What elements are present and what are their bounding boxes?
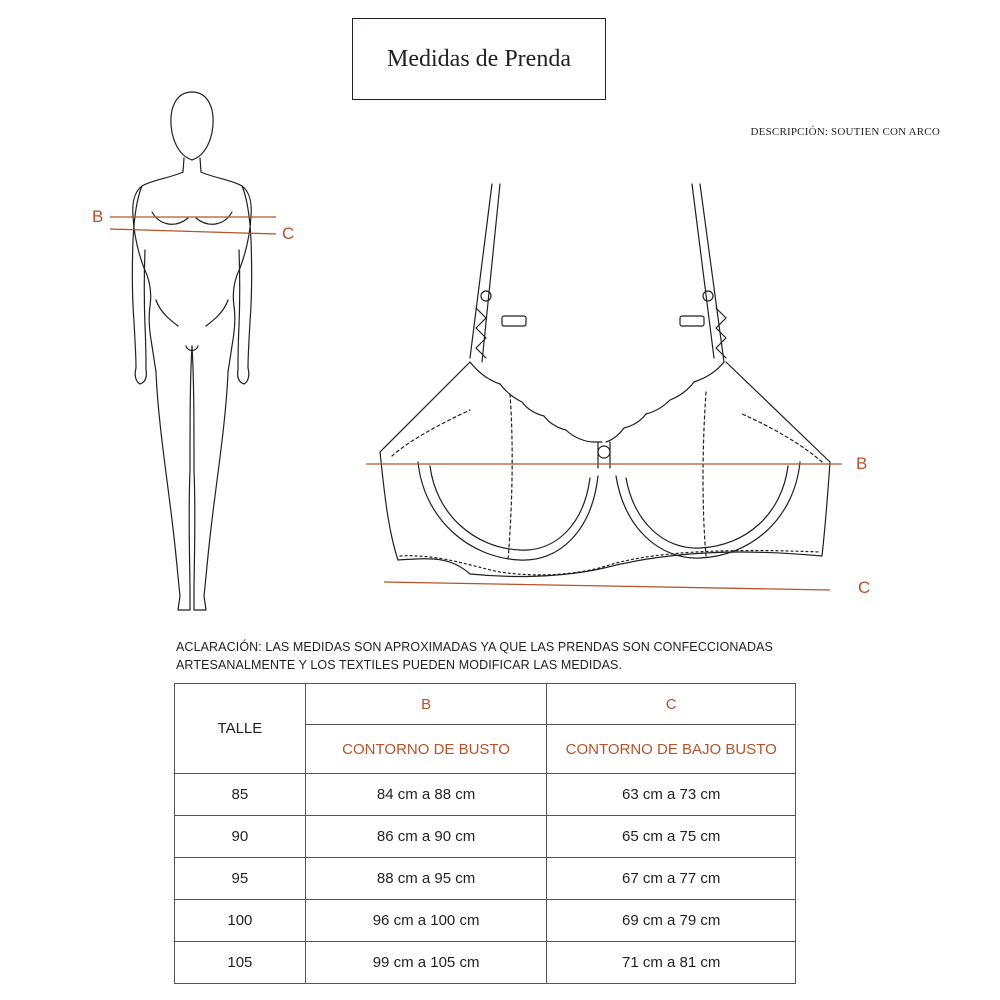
underbust-cell: 63 cm a 73 cm	[547, 774, 796, 816]
underbust-cell: 67 cm a 77 cm	[547, 858, 796, 900]
underbust-cell: 65 cm a 75 cm	[547, 816, 796, 858]
col-b-letter: B	[305, 684, 547, 725]
bust-cell: 86 cm a 90 cm	[305, 816, 547, 858]
figure-label-c: C	[282, 224, 295, 243]
table-row	[175, 858, 796, 900]
bra-drawing-icon	[380, 184, 830, 576]
table-row	[175, 900, 796, 942]
size-cell: 85	[175, 774, 306, 816]
size-header: TALLE	[175, 684, 306, 774]
underbust-cell: 69 cm a 79 cm	[547, 900, 796, 942]
table-row	[175, 942, 796, 984]
underbust-cell: 71 cm a 81 cm	[547, 942, 796, 984]
body-figure-icon	[132, 92, 251, 610]
size-table	[174, 683, 796, 984]
bra-label-c: C	[858, 578, 871, 597]
size-cell: 90	[175, 816, 306, 858]
bust-cell: 99 cm a 105 cm	[305, 942, 547, 984]
col-c-letter: C	[547, 684, 796, 725]
table-row	[175, 816, 796, 858]
bust-cell: 96 cm a 100 cm	[305, 900, 547, 942]
bra-label-b: B	[856, 454, 868, 473]
figure-label-b: B	[92, 207, 104, 226]
col-b-name: CONTORNO DE BUSTO	[305, 725, 547, 774]
bust-cell: 84 cm a 88 cm	[305, 774, 547, 816]
size-cell: 95	[175, 858, 306, 900]
bra-line-c	[384, 582, 830, 590]
col-c-name: CONTORNO DE BAJO BUSTO	[547, 725, 796, 774]
size-cell: 105	[175, 942, 306, 984]
page-title: Medidas de Prenda	[352, 18, 606, 100]
table-header-row	[175, 684, 796, 725]
bust-cell: 88 cm a 95 cm	[305, 858, 547, 900]
disclaimer-note: ACLARACIÓN: LAS MEDIDAS SON APROXIMADAS YA QUE LAS PRENDAS SON CONFECCIONADAS ARTESANALMENTE Y LOS TEXTILES PUEDEN MODIFICAR LAS MEDIDAS.	[176, 640, 773, 672]
table-row	[175, 774, 796, 816]
size-cell: 100	[175, 900, 306, 942]
garment-description: DESCRIPCIÓN: SOUTIEN CON ARCO	[750, 126, 940, 138]
